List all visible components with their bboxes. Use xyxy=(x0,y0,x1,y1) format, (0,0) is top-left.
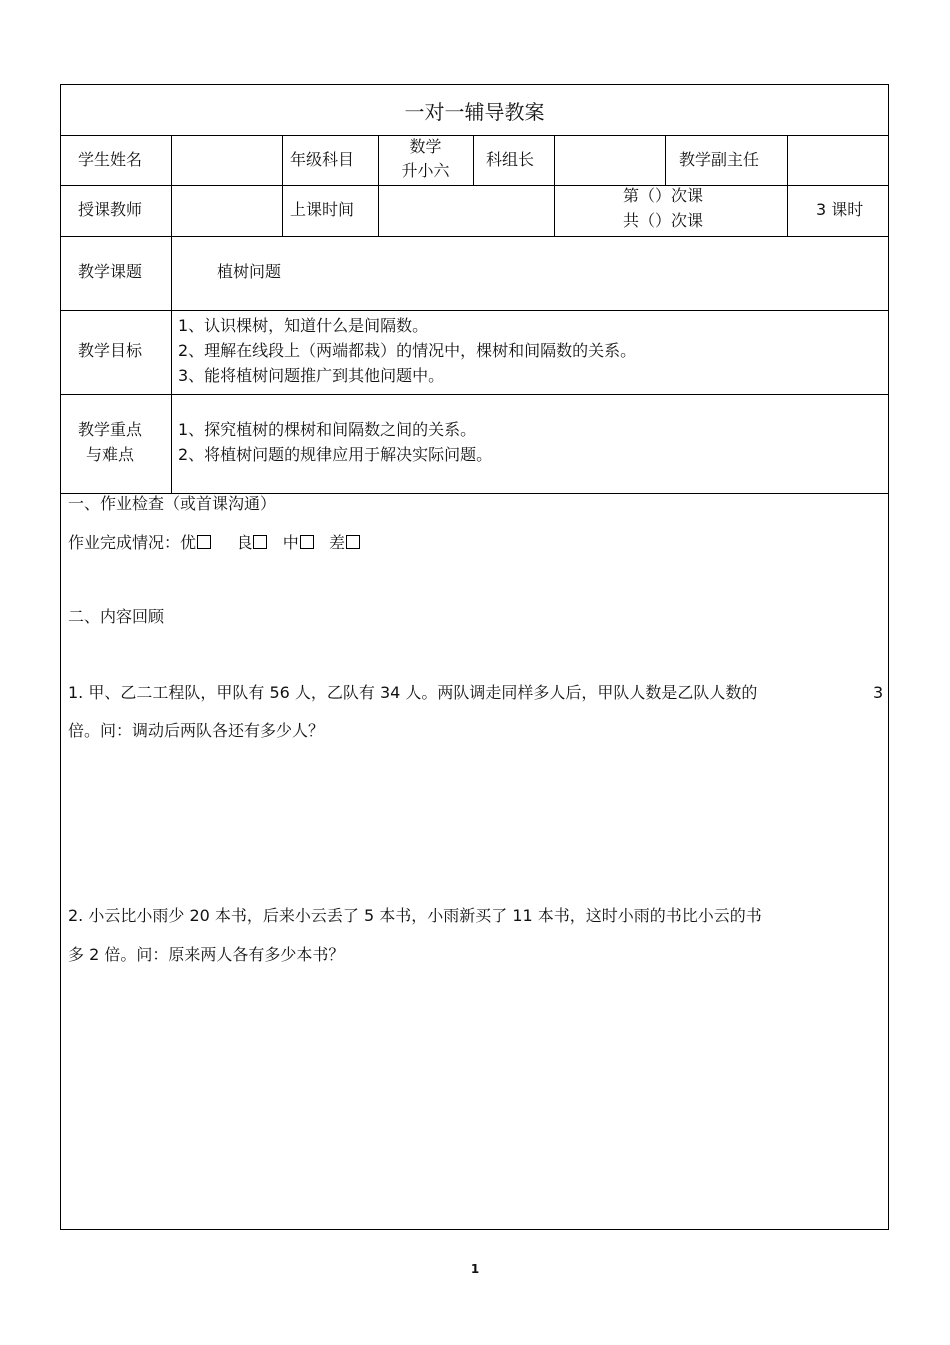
key-point-item: 2、将植树问题的规律应用于解决实际问题。 xyxy=(178,445,493,464)
student-name-label: 学生姓名 xyxy=(78,150,143,169)
question-1-line2: 倍。问：调动后两队各还有多少人？ xyxy=(68,721,325,740)
topic-value: 植树问题 xyxy=(217,262,282,281)
homework-status-label: 作业完成情况： xyxy=(68,533,181,552)
question-1-tail: 3 xyxy=(873,683,884,702)
page-title: 一对一辅导教案 xyxy=(404,99,545,124)
grade-poor: 差 xyxy=(329,533,346,552)
question-2-line2: 多 2 倍。问：原来两人各有多少本书？ xyxy=(68,945,345,964)
teacher-label: 授课教师 xyxy=(78,200,143,219)
divider xyxy=(61,185,888,186)
divider xyxy=(61,310,888,311)
goal-item: 3、能将植树问题推广到其他问题中。 xyxy=(178,366,445,385)
grade-average: 中 xyxy=(282,533,299,552)
section-homework-check: 一、作业检查（或首课沟通） xyxy=(68,494,277,513)
class-time-label: 上课时间 xyxy=(290,200,355,219)
grade-subject-value-line1: 数学 xyxy=(409,137,442,156)
key-point-item: 1、探究植树的棵树和间隔数之间的关系。 xyxy=(178,420,477,439)
grade-good: 良 xyxy=(236,533,253,552)
grade-excellent: 优 xyxy=(180,533,197,552)
checkbox-average[interactable] xyxy=(300,535,314,549)
goal-item: 2、理解在线段上（两端都栽）的情况中，棵树和间隔数的关系。 xyxy=(178,341,637,360)
question-2-line1: 2. 小云比小雨少 20 本书，后来小云丢了 5 本书，小雨新买了 11 本书，这时小雨的书比小云的书 xyxy=(68,906,762,925)
section-head-label: 科组长 xyxy=(486,150,535,169)
vice-director-label: 教学副主任 xyxy=(679,150,760,169)
question-1-line1: 1. 甲、乙二工程队，甲队有 56 人，乙队有 34 人。两队调走同样多人后，甲队人数是乙队人数的 xyxy=(68,683,758,702)
divider xyxy=(473,135,474,185)
key-points-label-line2: 与难点 xyxy=(86,445,135,464)
grade-subject-label: 年级科目 xyxy=(290,150,355,169)
goals-label: 教学目标 xyxy=(78,341,143,360)
checkbox-excellent[interactable] xyxy=(197,535,211,549)
lesson-plan-frame xyxy=(60,84,889,1230)
lesson-hours: 3 课时 xyxy=(816,200,864,219)
checkbox-good[interactable] xyxy=(253,535,267,549)
key-points-label-line1: 教学重点 xyxy=(78,420,143,439)
divider xyxy=(61,394,888,395)
divider xyxy=(61,236,888,237)
section-review: 二、内容回顾 xyxy=(68,607,165,626)
page-number: 1 xyxy=(470,1262,480,1276)
checkbox-poor[interactable] xyxy=(346,535,360,549)
divider xyxy=(171,135,172,493)
lesson-number-current: 第（）次课 xyxy=(623,186,704,205)
homework-status xyxy=(68,531,360,555)
grade-subject-value-line2: 升小六 xyxy=(401,161,450,180)
goal-item: 1、认识棵树，知道什么是间隔数。 xyxy=(178,316,429,335)
divider xyxy=(61,135,888,136)
topic-label: 教学课题 xyxy=(78,262,143,281)
lesson-number-total: 共（）次课 xyxy=(623,211,704,230)
divider xyxy=(665,135,666,185)
